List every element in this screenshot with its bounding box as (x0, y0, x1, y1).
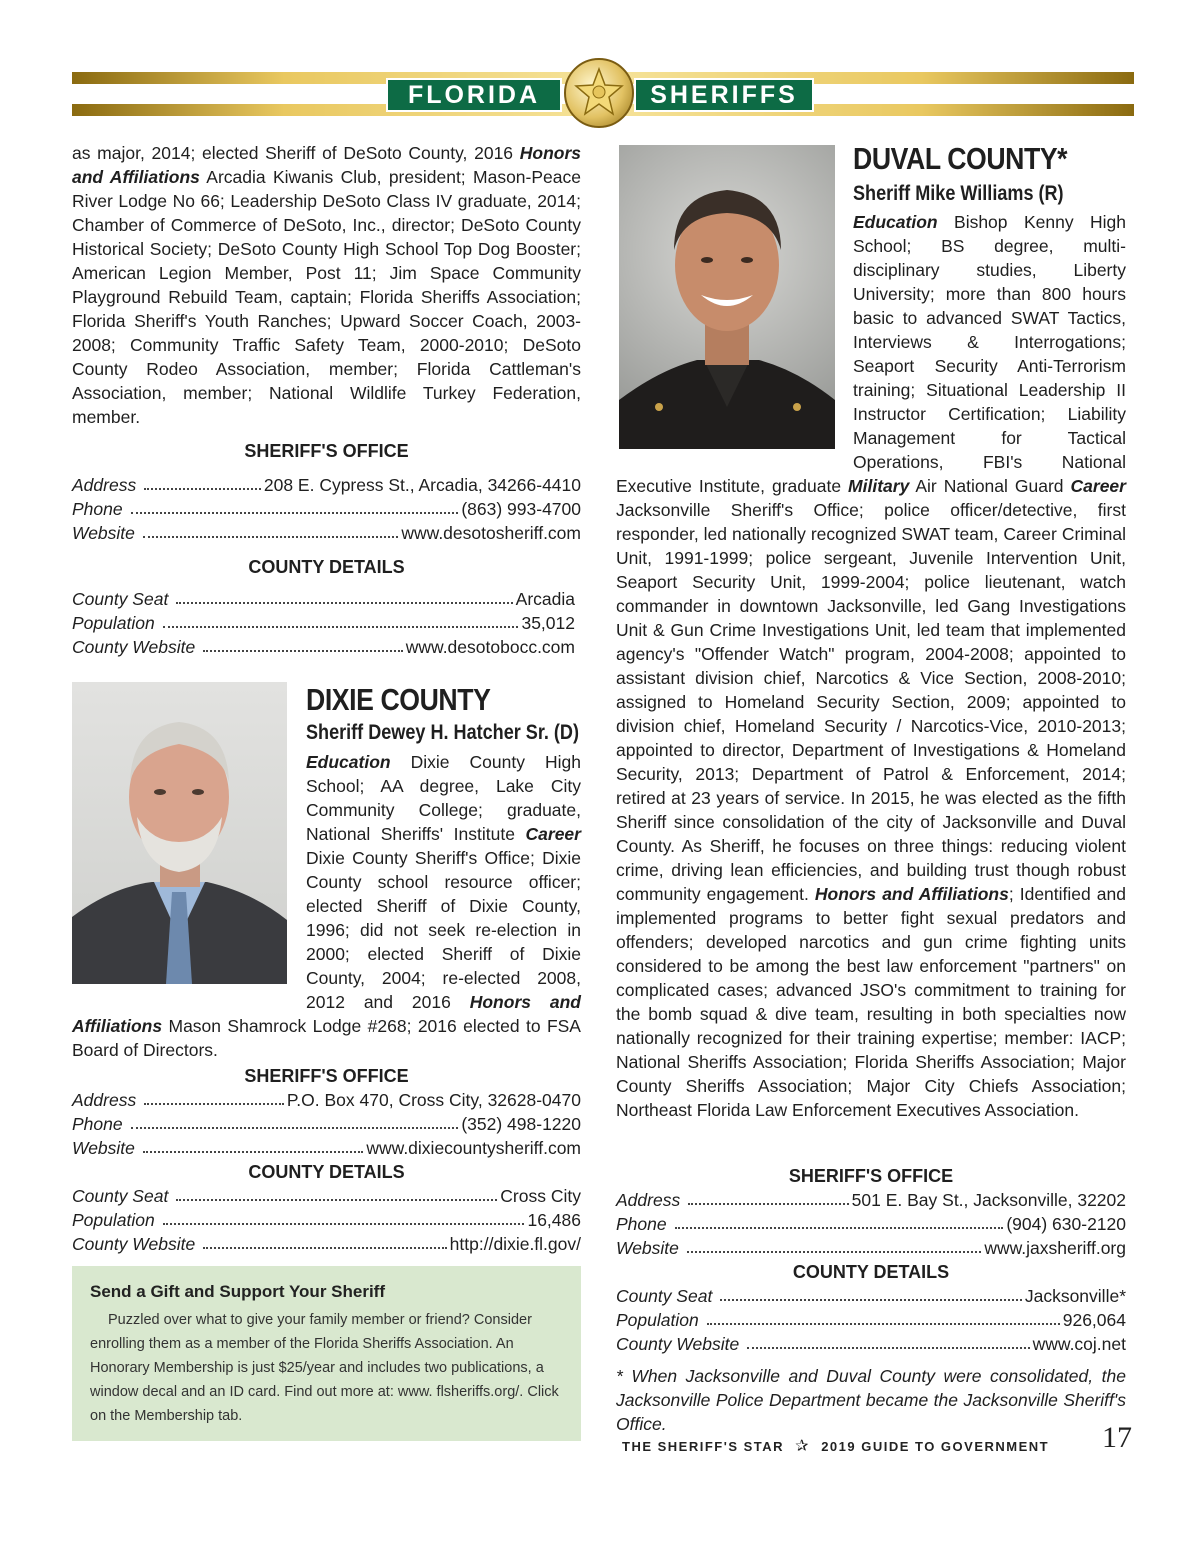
desoto-address-row: Address 208 E. Cypress St., Arcadia, 34266-4410 (72, 475, 581, 495)
page-footer (622, 1421, 1132, 1457)
dixie-honors-label: Honors and Affiliations (72, 992, 581, 1036)
dixie-county-website-link[interactable]: http://dixie.fl.gov/ (449, 1234, 581, 1254)
duval-phone-row: Phone (904) 630-2120 (616, 1214, 1126, 1234)
duval-county-website-link[interactable]: www.coj.net (1032, 1334, 1126, 1354)
dixie-seat-row: County Seat Cross City (72, 1186, 581, 1206)
page-number: 17 (1102, 1421, 1132, 1454)
desoto-honors-label: Honors and Affiliations (72, 143, 581, 187)
dixie-phone-row: Phone (352) 498-1220 (72, 1114, 581, 1134)
header-banner (72, 70, 1134, 118)
footer-publication-name: THE SHERIFF'S STAR (622, 1439, 785, 1454)
duval-education-label: Education (853, 212, 938, 232)
desoto-details-heading: COUNTY DETAILS (248, 557, 405, 577)
dixie-address-row: Address P.O. Box 470, Cross City, 32628-0470 (72, 1090, 581, 1110)
desoto-website-row: Website www.desotosheriff.com (72, 523, 581, 543)
duval-bio (616, 210, 1126, 1122)
duval-header (853, 141, 1128, 207)
dixie-website-row: Website www.dixiecountysheriff.com (72, 1138, 581, 1158)
duval-seat-row: County Seat Jacksonville* (616, 1286, 1126, 1306)
desoto-website-link[interactable]: www.desotosheriff.com (401, 523, 581, 543)
footer-guide: 2019 GUIDE TO GOVERNMENT (821, 1439, 1050, 1454)
duval-population-row: Population 926,064 (616, 1310, 1126, 1330)
duval-career-label: Career (1070, 476, 1126, 496)
desoto-seat-row: County Seat Arcadia (72, 589, 575, 609)
dixie-details-heading: COUNTY DETAILS (248, 1162, 405, 1182)
dixie-website-link[interactable]: www.dixiecountysheriff.com (366, 1138, 581, 1158)
gift-promo-box (72, 1266, 581, 1441)
dixie-title: DIXIE COUNTY (306, 682, 491, 717)
dixie-education-text: Dixie County High School; AA degree, Lake City Community College; graduate, National Sheriffs' Institute (306, 752, 581, 844)
duval-website-link[interactable]: www.jaxsheriff.org (984, 1238, 1126, 1258)
duval-office-section (616, 1164, 1126, 1436)
banner-florida: FLORIDA (386, 78, 562, 112)
desoto-county-website-row: County Website www.desotobocc.com (72, 637, 575, 657)
sheriff-star-icon (564, 58, 634, 128)
duval-honors-label: Honors and Affiliations (814, 884, 1009, 904)
desoto-office-heading: SHERIFF'S OFFICE (244, 441, 409, 461)
duval-county-website-row: County Website www.coj.net (616, 1334, 1126, 1354)
duval-office-heading: SHERIFF'S OFFICE (788, 1166, 954, 1186)
duval-section (616, 210, 1126, 1122)
desoto-bio (72, 141, 581, 429)
footer-publication (622, 1436, 1049, 1456)
duval-career-text: Jacksonville Sheriff's Office; police officer/detective, first responder, led nationally recognized SWAT team, Career Criminal Unit, 1991-1999; police sergeant, Juvenile Intervention Unit, Seaport Security Unit, 1999-2004; police lieutenant, watch commander in downtown Jacksonville, led Gang Investigations Unit & Gun Crime Investigations Unit, led team that implemented agency's "Offender Watch" program, 2004-2008; appointed to assistant division chief, Narcotics & Vice Section, 2008-2010; assigned to Homeland Security Section, 2009; appointed to division chief, Homeland Security / Narcotics-Vice, 2010-2013; appointed to director, Department of Investigations & Homeland Security, 2013; Department of Patrol & Enforcement, 2014; retired at 23 years of service. In 2015, he was elected as the fifth Sheriff since consolidation of the city of Jacksonville and Duval County. As Sheriff, he focuses on three things: reducing violent crime, driving lean efficiencies, and building trust though robust community engagement. (616, 500, 1126, 904)
desoto-continued: as major, 2014; elected Sheriff of DeSoto County, 2016 (72, 143, 514, 163)
desoto-section (72, 141, 581, 659)
footer-star-icon: ✰ (795, 1438, 811, 1455)
dixie-section (72, 750, 581, 1256)
banner-sheriffs: SHERIFFS (634, 78, 814, 112)
desoto-phone-row: Phone (863) 993-4700 (72, 499, 581, 519)
duval-honors-text: ; Identified and implemented programs to better fight sexual predators and offenders; developed narcotics and gun crime fighting units considered to be among the best law enforcement "partners" on complicated cases; advanced JSO's commitment to training for the bomb squad & dive team, resulting in both specialties now nationally recognized for their training expertise; member: IACP; National Sheriffs Association; Florida Sheriffs Association; Major County Sheriffs Association; Major City Chiefs Association; Northeast Florida Law Enforcement Executives Association. (616, 884, 1126, 1120)
dixie-sheriff-name: Sheriff Dewey H. Hatcher Sr. (D) (306, 721, 579, 744)
dixie-population-row: Population 16,486 (72, 1210, 581, 1230)
duval-sheriff-name: Sheriff Mike Williams (R) (853, 182, 1064, 205)
gift-text: Puzzled over what to give your family member or friend? Consider enrolling them as a member of the Florida Sheriffs Association. An Honorary Membership is just $25/year and includes two publications, a window decal and an ID card. Find out more at: www. flsheriffs.org/. Click on the Membership tab. (90, 1312, 559, 1424)
dixie-education-label: Education (306, 752, 391, 772)
duval-military-label: Military (848, 476, 910, 496)
desoto-county-website-link[interactable]: www.desotobocc.com (405, 637, 575, 657)
duval-website-row: Website www.jaxsheriff.org (616, 1238, 1126, 1258)
dixie-honors-text: Mason Shamrock Lodge #268; 2016 elected to FSA Board of Directors. (72, 1016, 581, 1060)
dixie-bio (72, 750, 581, 1062)
dixie-career-text: Dixie County Sheriff's Office; Dixie County school resource officer; elected Sheriff of Dixie County, 1996; did not seek re-election in 2000; elected Sheriff of Dixie County, 2004; re-elected 2008, 2012 and 2016 (306, 848, 581, 1012)
duval-footnote: * When Jacksonville and Duval County were consolidated, the Jacksonville Police Department became the Jacksonville Sheriff's Office. (616, 1366, 1126, 1434)
desoto-population-row: Population 35,012 (72, 613, 575, 633)
duval-title: DUVAL COUNTY* (853, 141, 1068, 176)
duval-address-row: Address 501 E. Bay St., Jacksonville, 32202 (616, 1190, 1126, 1210)
gift-title: Send a Gift and Support Your Sheriff (90, 1282, 385, 1301)
dixie-header (306, 682, 581, 746)
dixie-county-website-row: County Website http://dixie.fl.gov/ (72, 1234, 581, 1254)
duval-education-text: Bishop Kenny High School; BS degree, multi-disciplinary studies, Liberty University; more than 800 hours basic to advanced SWAT Tactics, Interviews & Interrogations; Seaport Security Anti-Terrorism training; Situational Leadership II Instructor Certification; Liability Management for Tactical Operations, FBI's National Executive Institute, graduate (616, 212, 1126, 496)
dixie-office-heading: SHERIFF'S OFFICE (244, 1066, 409, 1086)
desoto-honors-text: Arcadia Kiwanis Club, president; Mason-Peace River Lodge No 66; Leadership DeSoto Class IV graduate, 2014; Chamber of Commerce of DeSoto, Inc., director; DeSoto County Historical Society; DeSoto County High School Top Dog Booster; American Legion Member, Post 11; Jim Space Community Playground Rebuild Team, captain; Florida Sheriffs Association; Florida Sheriff's Youth Ranches; Upward Soccer Coach, 2003-2008; Community Traffic Safety Team, 2000-2010; DeSoto County Rodeo Association, member; Florida Cattleman's Association, member; National Wildlife Turkey Federation, member. (72, 167, 581, 427)
duval-military-text: Air National Guard (915, 476, 1064, 496)
duval-details-heading: COUNTY DETAILS (792, 1262, 950, 1282)
dixie-career-label: Career (525, 824, 581, 844)
